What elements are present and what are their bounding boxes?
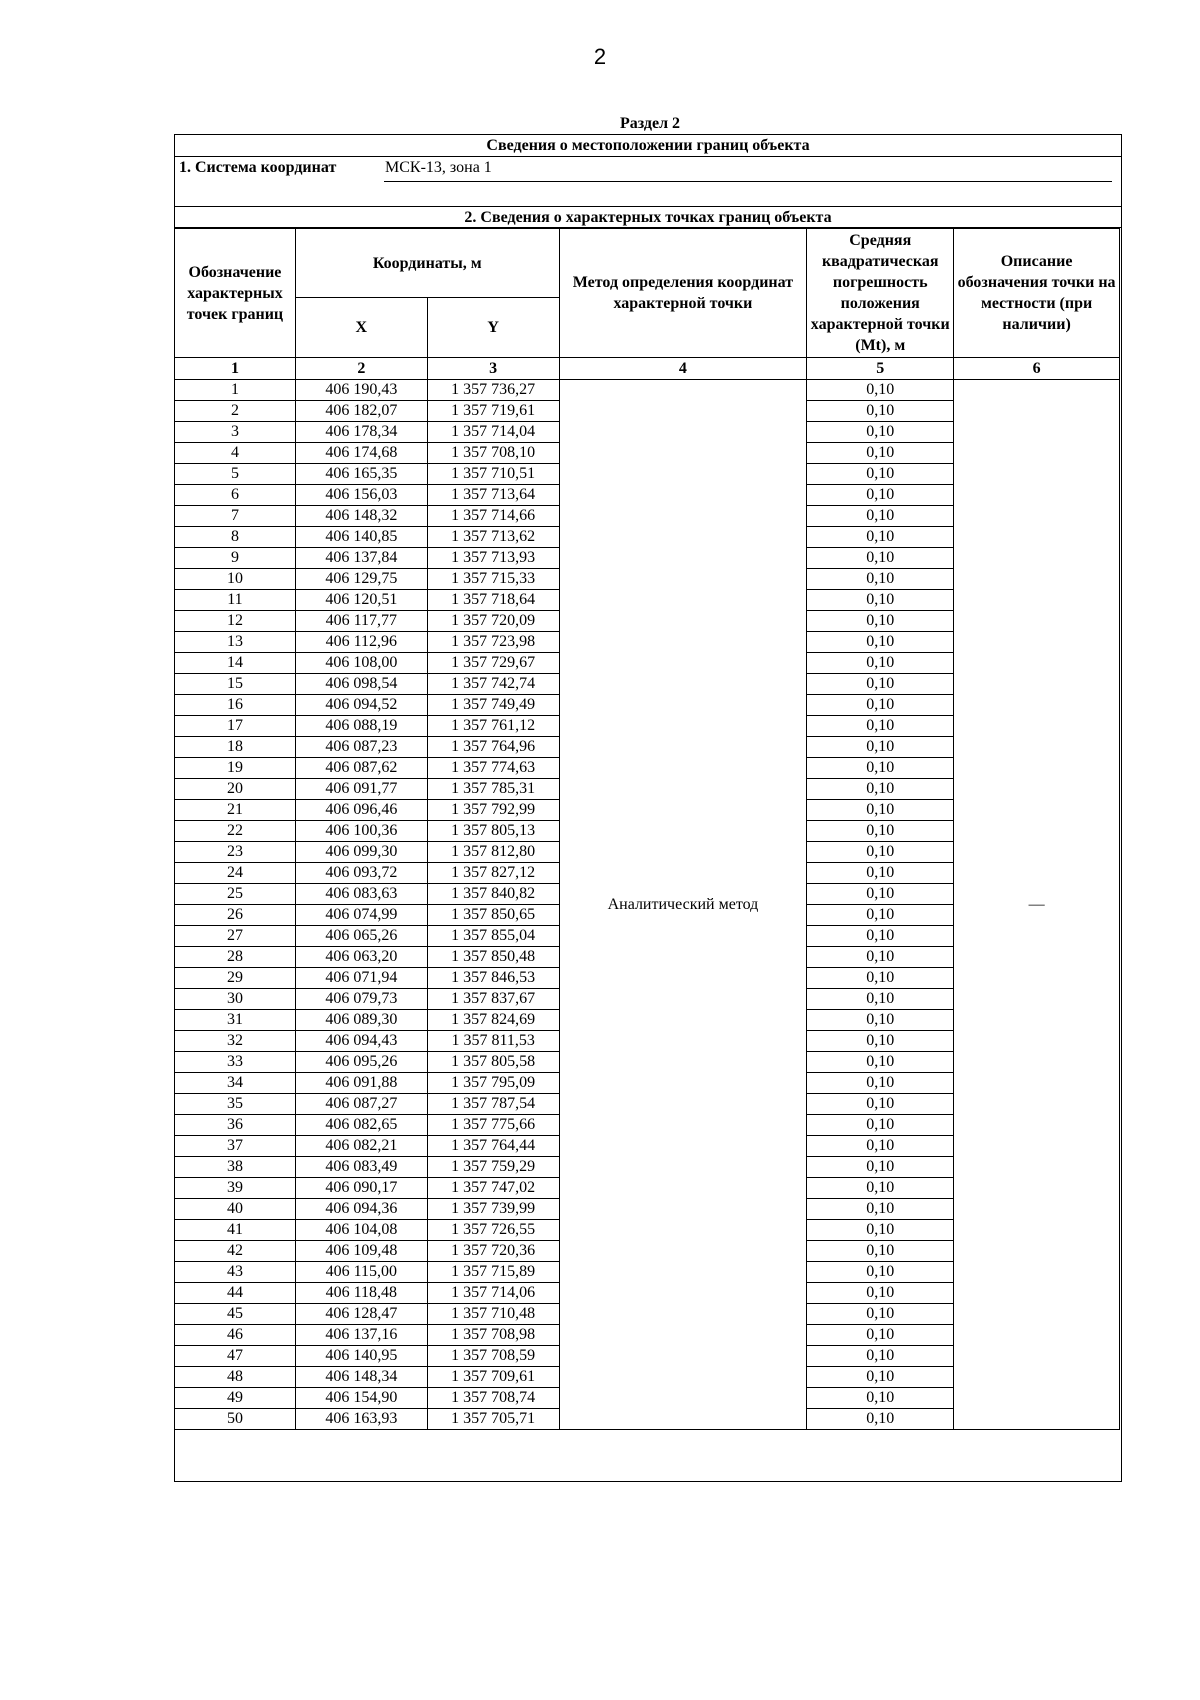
point-number: 24 [175,863,296,884]
point-y: 1 357 764,96 [427,737,559,758]
point-x: 406 190,43 [295,380,427,401]
page-number: 2 [593,44,607,69]
point-x: 406 137,84 [295,548,427,569]
point-number: 21 [175,800,296,821]
point-y: 1 357 708,74 [427,1388,559,1409]
point-x: 406 088,19 [295,716,427,737]
point-error: 0,10 [807,1304,954,1325]
point-error: 0,10 [807,1052,954,1073]
point-number: 26 [175,905,296,926]
point-number: 19 [175,758,296,779]
point-y: 1 357 827,12 [427,863,559,884]
point-error: 0,10 [807,1388,954,1409]
point-number: 39 [175,1178,296,1199]
point-x: 406 087,27 [295,1094,427,1115]
point-y: 1 357 787,54 [427,1094,559,1115]
point-number: 16 [175,695,296,716]
point-x: 406 115,00 [295,1262,427,1283]
point-y: 1 357 713,64 [427,485,559,506]
point-number: 15 [175,674,296,695]
point-y: 1 357 708,59 [427,1346,559,1367]
point-number: 33 [175,1052,296,1073]
description-cell: — [954,380,1120,1430]
point-error: 0,10 [807,443,954,464]
point-x: 406 112,96 [295,632,427,653]
point-error: 0,10 [807,884,954,905]
point-x: 406 083,63 [295,884,427,905]
point-number: 34 [175,1073,296,1094]
col-header-x: X [295,298,427,358]
point-error: 0,10 [807,1031,954,1052]
point-x: 406 094,43 [295,1031,427,1052]
point-x: 406 128,47 [295,1304,427,1325]
point-y: 1 357 714,06 [427,1283,559,1304]
point-error: 0,10 [807,968,954,989]
point-error: 0,10 [807,989,954,1010]
point-error: 0,10 [807,506,954,527]
point-number: 35 [175,1094,296,1115]
point-error: 0,10 [807,1010,954,1031]
point-error: 0,10 [807,674,954,695]
point-number: 9 [175,548,296,569]
point-x: 406 063,20 [295,947,427,968]
col-header-method: Метод определения координат характерной точки [559,229,807,358]
coordinate-system-row [179,158,492,178]
boundary-location-header: Сведения о местоположении границ объекта [175,135,1121,157]
point-error: 0,10 [807,548,954,569]
point-x: 406 082,65 [295,1115,427,1136]
point-x: 406 137,16 [295,1325,427,1346]
point-y: 1 357 713,93 [427,548,559,569]
point-error: 0,10 [807,611,954,632]
point-number: 28 [175,947,296,968]
col-header-coordinates: Координаты, м [295,229,559,298]
col-number: 5 [807,358,954,380]
point-x: 406 109,48 [295,1241,427,1262]
point-y: 1 357 805,13 [427,821,559,842]
point-y: 1 357 747,02 [427,1178,559,1199]
point-y: 1 357 774,63 [427,758,559,779]
point-y: 1 357 792,99 [427,800,559,821]
point-x: 406 118,48 [295,1283,427,1304]
point-x: 406 095,26 [295,1052,427,1073]
point-y: 1 357 726,55 [427,1220,559,1241]
point-number: 38 [175,1157,296,1178]
point-y: 1 357 710,51 [427,464,559,485]
point-number: 42 [175,1241,296,1262]
point-number: 20 [175,779,296,800]
point-error: 0,10 [807,653,954,674]
col-header-error: Средняя квадратическая погрешность положения характерной точки (Mt), м [807,229,954,358]
point-x: 406 087,62 [295,758,427,779]
point-x: 406 087,23 [295,737,427,758]
point-error: 0,10 [807,737,954,758]
point-y: 1 357 850,48 [427,947,559,968]
coordinate-system-value: МСК-13, зона 1 [385,159,492,176]
point-x: 406 089,30 [295,1010,427,1031]
point-error: 0,10 [807,1325,954,1346]
point-y: 1 357 715,89 [427,1262,559,1283]
point-y: 1 357 764,44 [427,1136,559,1157]
point-x: 406 163,93 [295,1409,427,1430]
point-x: 406 065,26 [295,926,427,947]
point-number: 1 [175,380,296,401]
col-number: 4 [559,358,807,380]
point-y: 1 357 736,27 [427,380,559,401]
point-number: 43 [175,1262,296,1283]
point-error: 0,10 [807,926,954,947]
point-y: 1 357 729,67 [427,653,559,674]
coordinate-system-label: 1. Система координат [179,159,337,176]
point-y: 1 357 761,12 [427,716,559,737]
point-y: 1 357 805,58 [427,1052,559,1073]
point-y: 1 357 846,53 [427,968,559,989]
point-number: 18 [175,737,296,758]
point-number: 49 [175,1388,296,1409]
point-number: 25 [175,884,296,905]
point-y: 1 357 705,71 [427,1409,559,1430]
point-number: 44 [175,1283,296,1304]
point-error: 0,10 [807,1199,954,1220]
point-y: 1 357 739,99 [427,1199,559,1220]
point-error: 0,10 [807,779,954,800]
point-y: 1 357 795,09 [427,1073,559,1094]
point-error: 0,10 [807,1220,954,1241]
point-x: 406 156,03 [295,485,427,506]
point-y: 1 357 720,09 [427,611,559,632]
point-x: 406 082,21 [295,1136,427,1157]
point-x: 406 071,94 [295,968,427,989]
point-number: 48 [175,1367,296,1388]
point-number: 32 [175,1031,296,1052]
point-error: 0,10 [807,401,954,422]
point-y: 1 357 708,10 [427,443,559,464]
point-y: 1 357 855,04 [427,926,559,947]
point-error: 0,10 [807,1136,954,1157]
point-y: 1 357 785,31 [427,779,559,800]
point-y: 1 357 723,98 [427,632,559,653]
point-number: 3 [175,422,296,443]
point-x: 406 104,08 [295,1220,427,1241]
point-error: 0,10 [807,1157,954,1178]
point-y: 1 357 824,69 [427,1010,559,1031]
point-number: 7 [175,506,296,527]
point-error: 0,10 [807,800,954,821]
point-error: 0,10 [807,1241,954,1262]
col-header-description: Описание обозначения точки на местности (при наличии) [954,229,1120,358]
point-error: 0,10 [807,569,954,590]
point-error: 0,10 [807,1262,954,1283]
point-error: 0,10 [807,863,954,884]
point-error: 0,10 [807,485,954,506]
table-row [175,380,1120,401]
point-y: 1 357 742,74 [427,674,559,695]
point-error: 0,10 [807,842,954,863]
point-error: 0,10 [807,947,954,968]
point-x: 406 091,77 [295,779,427,800]
col-number: 1 [175,358,296,380]
point-y: 1 357 759,29 [427,1157,559,1178]
point-x: 406 148,34 [295,1367,427,1388]
point-x: 406 148,32 [295,506,427,527]
point-error: 0,10 [807,1346,954,1367]
point-y: 1 357 812,80 [427,842,559,863]
point-y: 1 357 850,65 [427,905,559,926]
point-number: 12 [175,611,296,632]
point-number: 50 [175,1409,296,1430]
point-y: 1 357 715,33 [427,569,559,590]
point-number: 23 [175,842,296,863]
col-header-point: Обозначение характерных точек границ [175,229,296,358]
point-number: 29 [175,968,296,989]
point-x: 406 079,73 [295,989,427,1010]
coordinate-system-underline [384,181,1112,182]
point-y: 1 357 709,61 [427,1367,559,1388]
point-x: 406 140,95 [295,1346,427,1367]
point-number: 41 [175,1220,296,1241]
point-error: 0,10 [807,905,954,926]
point-error: 0,10 [807,527,954,548]
point-x: 406 100,36 [295,821,427,842]
point-y: 1 357 714,66 [427,506,559,527]
point-number: 14 [175,653,296,674]
points-table-body [175,380,1120,1430]
point-number: 6 [175,485,296,506]
point-x: 406 099,30 [295,842,427,863]
point-x: 406 096,46 [295,800,427,821]
point-error: 0,10 [807,1178,954,1199]
point-x: 406 083,49 [295,1157,427,1178]
point-y: 1 357 708,98 [427,1325,559,1346]
point-number: 5 [175,464,296,485]
point-error: 0,10 [807,1367,954,1388]
point-error: 0,10 [807,716,954,737]
point-number: 22 [175,821,296,842]
point-number: 46 [175,1325,296,1346]
col-number: 6 [954,358,1120,380]
point-error: 0,10 [807,1409,954,1430]
point-x: 406 140,85 [295,527,427,548]
point-x: 406 091,88 [295,1073,427,1094]
point-y: 1 357 749,49 [427,695,559,716]
point-error: 0,10 [807,1073,954,1094]
point-error: 0,10 [807,1283,954,1304]
point-error: 0,10 [807,695,954,716]
point-y: 1 357 775,66 [427,1115,559,1136]
point-number: 36 [175,1115,296,1136]
point-number: 45 [175,1304,296,1325]
point-x: 406 129,75 [295,569,427,590]
point-y: 1 357 720,36 [427,1241,559,1262]
point-number: 40 [175,1199,296,1220]
point-x: 406 093,72 [295,863,427,884]
point-error: 0,10 [807,632,954,653]
characteristic-points-table [174,228,1120,1430]
point-x: 406 182,07 [295,401,427,422]
point-x: 406 108,00 [295,653,427,674]
col-header-y: Y [427,298,559,358]
point-number: 31 [175,1010,296,1031]
point-x: 406 098,54 [295,674,427,695]
point-number: 47 [175,1346,296,1367]
point-error: 0,10 [807,590,954,611]
point-x: 406 174,68 [295,443,427,464]
point-error: 0,10 [807,758,954,779]
point-number: 2 [175,401,296,422]
point-y: 1 357 837,67 [427,989,559,1010]
point-number: 37 [175,1136,296,1157]
col-number: 3 [427,358,559,380]
point-y: 1 357 714,04 [427,422,559,443]
point-x: 406 094,36 [295,1199,427,1220]
point-number: 17 [175,716,296,737]
section-title: Раздел 2 [619,115,681,132]
point-number: 8 [175,527,296,548]
point-number: 27 [175,926,296,947]
point-y: 1 357 710,48 [427,1304,559,1325]
method-cell: Аналитический метод [559,380,807,1430]
col-number: 2 [295,358,427,380]
point-x: 406 094,52 [295,695,427,716]
point-error: 0,10 [807,380,954,401]
point-y: 1 357 718,64 [427,590,559,611]
point-x: 406 165,35 [295,464,427,485]
point-x: 406 120,51 [295,590,427,611]
point-x: 406 154,90 [295,1388,427,1409]
point-error: 0,10 [807,821,954,842]
point-y: 1 357 719,61 [427,401,559,422]
point-error: 0,10 [807,1094,954,1115]
characteristic-points-header: 2. Сведения о характерных точках границ объекта [175,206,1121,228]
point-number: 4 [175,443,296,464]
point-number: 30 [175,989,296,1010]
point-y: 1 357 840,82 [427,884,559,905]
point-y: 1 357 713,62 [427,527,559,548]
boundary-info-frame [174,134,1122,1482]
point-error: 0,10 [807,1115,954,1136]
point-x: 406 074,99 [295,905,427,926]
point-error: 0,10 [807,464,954,485]
point-error: 0,10 [807,422,954,443]
point-number: 13 [175,632,296,653]
point-x: 406 090,17 [295,1178,427,1199]
point-x: 406 117,77 [295,611,427,632]
point-y: 1 357 811,53 [427,1031,559,1052]
point-x: 406 178,34 [295,422,427,443]
point-number: 11 [175,590,296,611]
point-number: 10 [175,569,296,590]
